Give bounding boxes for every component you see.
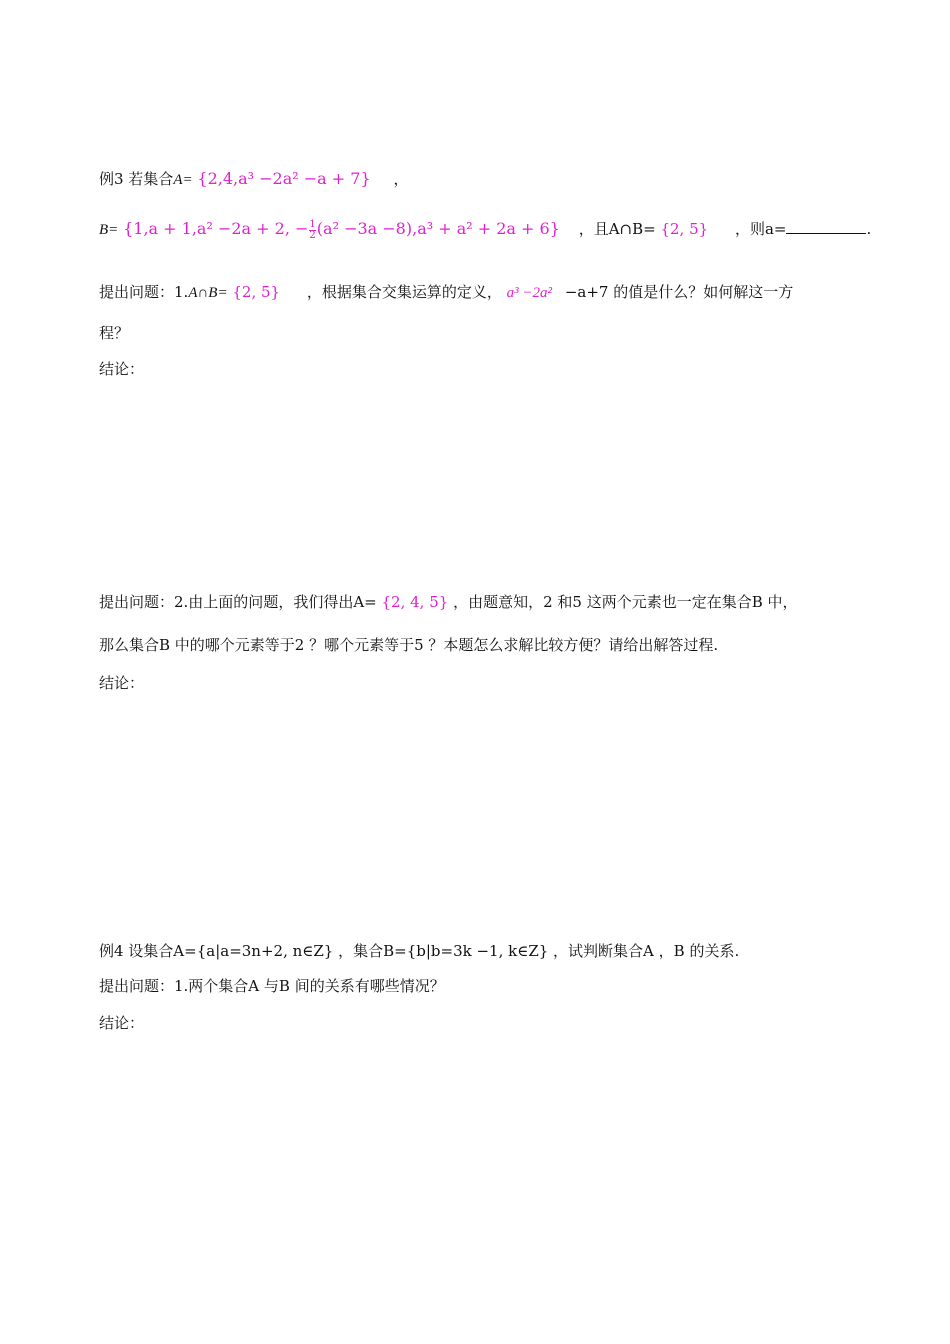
ex3-period: . bbox=[866, 220, 872, 238]
q2-line-1 bbox=[99, 591, 798, 613]
q1-tail: −a+7 的值是什么？如何解这一方 bbox=[564, 283, 794, 301]
ex3-label: 例3 若集合 bbox=[99, 170, 174, 188]
ex3-line-2 bbox=[99, 218, 871, 241]
ex3-a-eq: A= bbox=[173, 172, 193, 188]
ex3-b-set-start: {1,a + 1,a² −2a + 2, − bbox=[123, 219, 309, 238]
ex3-fraction bbox=[309, 220, 315, 241]
ex3-comma: ， bbox=[393, 170, 409, 188]
q1-line-1 bbox=[99, 281, 793, 304]
ex3-condition-set: {2, 5} bbox=[660, 220, 709, 238]
ex4-line-1: 例4 设集合A={a|a=3n+2, n∈Z} ，集合B={b|b=3k −1, k∈Z} ，试判断集合A ，B 的关系. bbox=[99, 942, 740, 960]
ex3-ask: ，则a= bbox=[734, 220, 787, 238]
ex3-condition: ，且A∩B= bbox=[578, 220, 656, 238]
ex3-a-set: {2,4,a³ −2a² −a + 7} bbox=[197, 169, 371, 188]
q2-tail: ，由题意知，2 和5 这两个元素也一定在集合B 中， bbox=[453, 593, 798, 611]
ex3-b-eq: B= bbox=[99, 222, 119, 238]
q2-line-2: 那么集合B 中的哪个元素等于2 ？哪个元素等于5 ？本题怎么求解比较方便？请给出解答过程. bbox=[99, 636, 719, 654]
q2-conclusion: 结论： bbox=[99, 674, 145, 692]
ex3-b-set-end: (a² −3a −8),a³ + a² + 2a + 6} bbox=[316, 219, 560, 238]
q1-expr: A∩B= bbox=[188, 285, 228, 301]
q2-prefix: 提出问题：2.由上面的问题，我们得出A= bbox=[99, 593, 377, 611]
ex4-conclusion: 结论： bbox=[99, 1014, 145, 1032]
q1-set: {2, 5} bbox=[232, 283, 281, 301]
q2-set: {2, 4, 5} bbox=[381, 593, 449, 611]
q1-conclusion: 结论： bbox=[99, 360, 145, 378]
ex4-question: 提出问题：1.两个集合A 与B 间的关系有哪些情况？ bbox=[99, 977, 445, 995]
q1-poly: a³ −2a² bbox=[506, 285, 553, 301]
ex3-line-1 bbox=[99, 168, 408, 191]
q1-prefix: 提出问题：1. bbox=[99, 283, 189, 301]
ex3-answer-blank[interactable] bbox=[786, 219, 866, 234]
ex3-frac-num: 1 bbox=[309, 218, 316, 230]
q1-line-2: 程？ bbox=[99, 324, 130, 342]
q1-mid: ，根据集合交集运算的定义， bbox=[306, 283, 502, 301]
ex3-frac-den: 2 bbox=[309, 229, 316, 241]
